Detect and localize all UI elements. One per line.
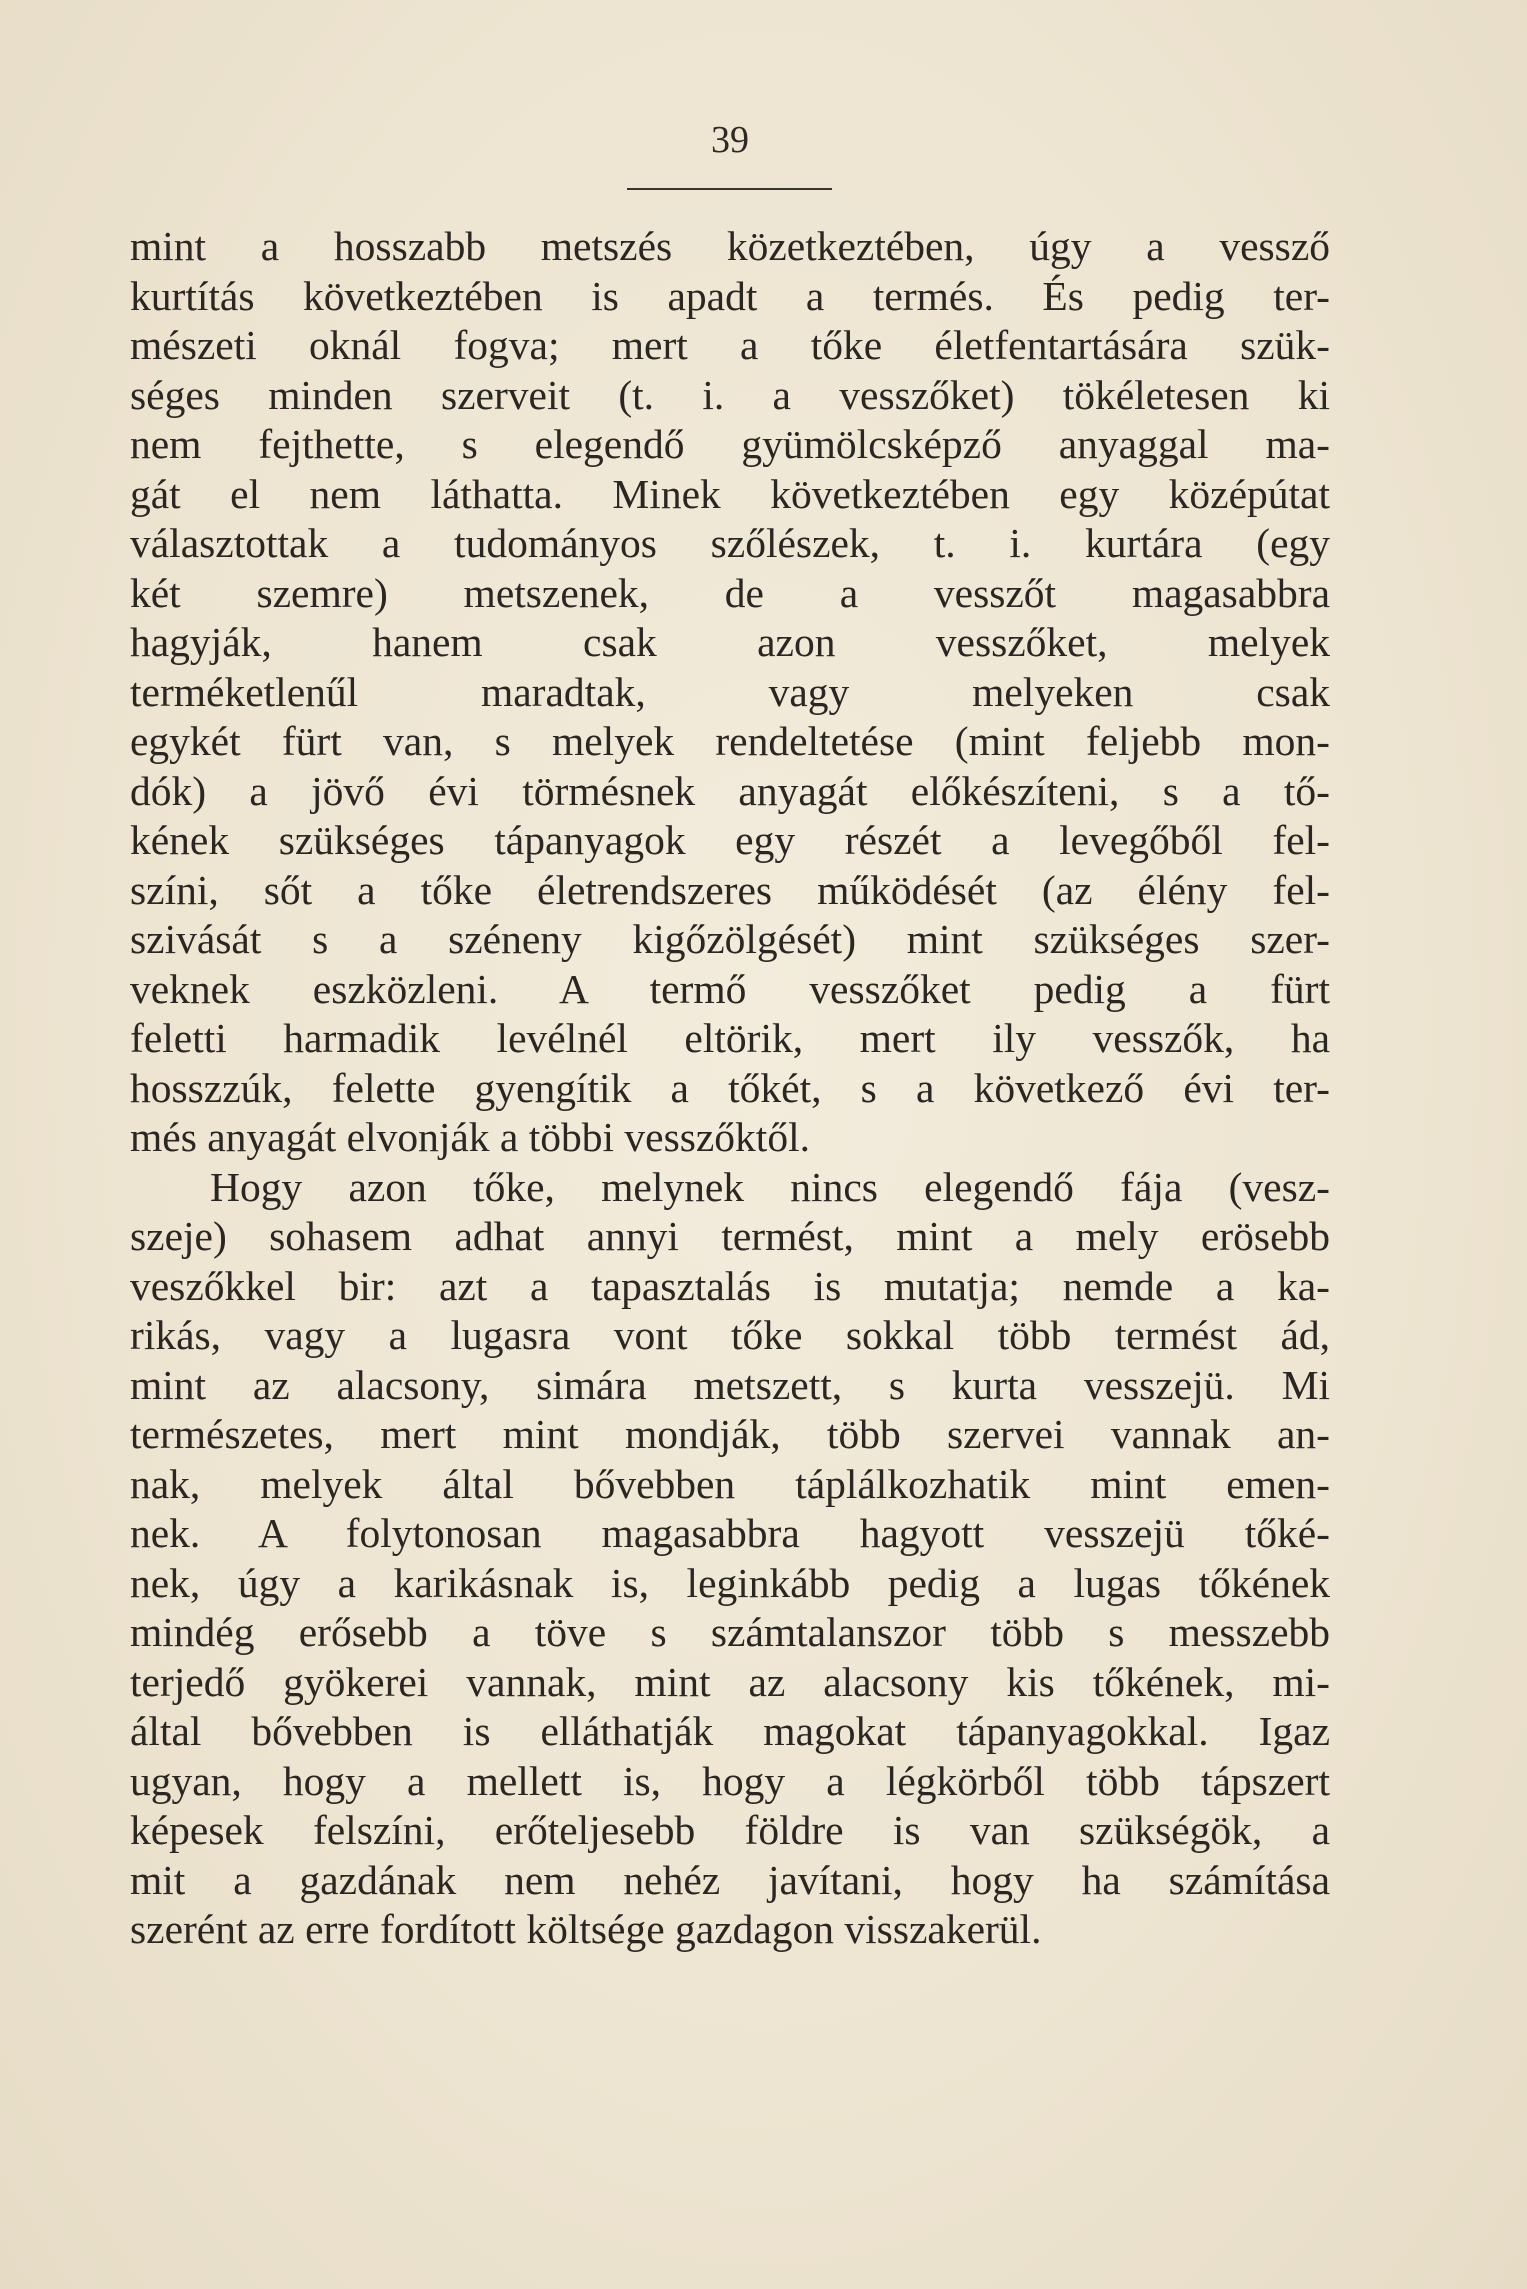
- text-line: mint az alacsony, simára metszett, s kurta vesszejü. Mi: [130, 1361, 1330, 1408]
- paragraph-1: [130, 222, 1330, 1163]
- text-line: kurtítás következtében is apadt a termés. És pedig ter-: [130, 272, 1330, 319]
- text-line: mit a gazdának nem nehéz javítani, hogy ha számítása: [130, 1856, 1330, 1903]
- header-rule: [627, 188, 832, 190]
- text-line: gát el nem láthatta. Minek következtében egy középútat: [130, 470, 1330, 517]
- text-line: mindég erősebb a töve s számtalanszor több s messzebb: [130, 1609, 1330, 1655]
- text-line: dók) a jövő évi törmésnek anyagát előkészíteni, s a tő-: [130, 767, 1330, 814]
- text-line: nek. A folytonosan magasabbra hagyott vesszejü tőké-: [130, 1510, 1330, 1556]
- text-line: Hogy azon tőke, melynek nincs elegendő fája (vesz-: [210, 1163, 1330, 1210]
- page-number: 39: [711, 119, 749, 161]
- text-line: kének szükséges tápanyagok egy részét a levegőből fel-: [130, 817, 1330, 863]
- text-line: terméketlenűl maradtak, vagy melyeken csak: [130, 668, 1330, 715]
- text-line: séges minden szerveit (t. i. a vesszőket) tökéletesen ki: [130, 371, 1330, 418]
- text-line: ugyan, hogy a mellett is, hogy a légkörből több tápszert: [130, 1757, 1330, 1804]
- text-line: veknek eszközleni. A termő vesszőket pedig a fürt: [130, 965, 1330, 1012]
- text-line: més anyagát elvonják a többi vesszőktől.: [130, 1114, 810, 1160]
- text-line: feletti harmadik levélnél eltörik, mert ily vesszők, ha: [130, 1015, 1330, 1061]
- text-line: képesek felszíni, erőteljesebb földre is van szükségök, a: [130, 1807, 1330, 1853]
- text-line: egykét fürt van, s melyek rendeltetése (mint feljebb mon-: [130, 718, 1330, 764]
- text-line: nek, úgy a karikásnak is, leginkább pedig a lugas tőkének: [130, 1559, 1330, 1606]
- text-line: veszőkkel bir: azt a tapasztalás is mutatja; nemde a ka-: [130, 1262, 1330, 1309]
- text-line: hagyják, hanem csak azon vesszőket, melyek: [130, 619, 1330, 665]
- text-line: terjedő gyökerei vannak, mint az alacsony kis tőkének, mi-: [130, 1658, 1330, 1705]
- text-line: által bővebben is elláthatják magokat tápanyagokkal. Igaz: [130, 1708, 1330, 1754]
- text-line: választottak a tudományos szőlészek, t. i. kurtára (egy: [130, 520, 1330, 566]
- text-line: hosszzúk, felette gyengítik a tőkét, s a következő évi ter-: [130, 1064, 1330, 1111]
- text-line: mint a hosszabb metszés közetkeztében, úgy a vessző: [130, 223, 1330, 269]
- text-line: mészeti oknál fogva; mert a tőke életfentartására szük-: [130, 322, 1330, 368]
- text-line: színi, sőt a tőke életrendszeres működését (az élény fel-: [130, 866, 1330, 913]
- text-line: nem fejthette, s elegendő gyümölcsképző anyaggal ma-: [130, 421, 1330, 467]
- text-line: rikás, vagy a lugasra vont tőke sokkal több termést ád,: [130, 1312, 1330, 1358]
- text-line: szerént az erre fordított költsége gazdagon visszakerül.: [130, 1906, 1042, 1952]
- text-line: szivását s a széneny kigőzölgését) mint szükséges szer-: [130, 916, 1330, 962]
- text-line: szeje) sohasem adhat annyi termést, mint a mely erösebb: [130, 1213, 1330, 1259]
- text-line: nak, melyek által bővebben táplálkozhatik mint emen-: [130, 1460, 1330, 1507]
- text-line: két szemre) metszenek, de a vesszőt magasabbra: [130, 569, 1330, 616]
- text-line: természetes, mert mint mondják, több szervei vannak an-: [130, 1411, 1330, 1457]
- body-text: [130, 222, 1330, 1955]
- paragraph-2: [130, 1163, 1330, 1955]
